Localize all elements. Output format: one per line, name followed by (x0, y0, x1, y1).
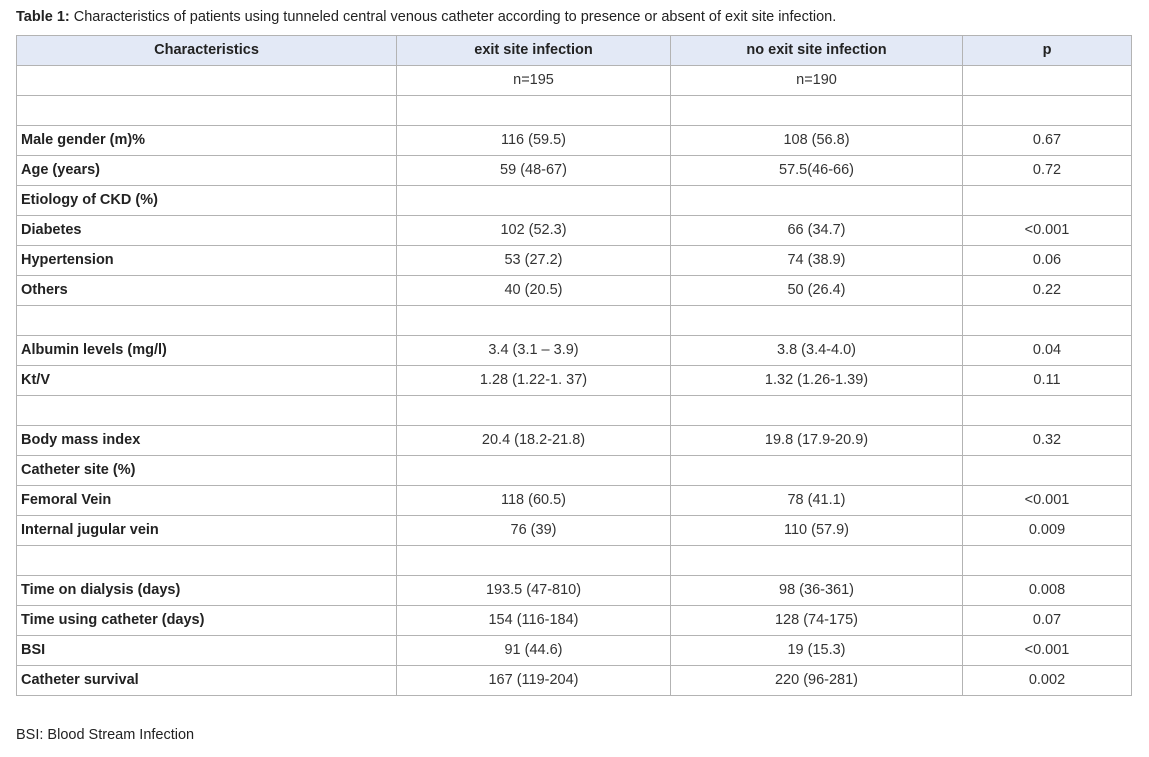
cell-characteristic (17, 96, 397, 126)
cell-exit-site-infection: 40 (20.5) (397, 276, 671, 306)
cell-p-value: 0.04 (963, 336, 1132, 366)
cell-characteristic: BSI (17, 636, 397, 666)
cell-characteristic: Catheter site (%) (17, 456, 397, 486)
cell-characteristic: Age (years) (17, 156, 397, 186)
table-row (17, 576, 1132, 606)
cell-characteristic: Others (17, 276, 397, 306)
table-row (17, 516, 1132, 546)
cell-p-value: <0.001 (963, 486, 1132, 516)
table-row (17, 456, 1132, 486)
cell-p-value: 0.22 (963, 276, 1132, 306)
cell-characteristic (17, 66, 397, 96)
table-body (17, 66, 1132, 696)
cell-exit-site-infection: 91 (44.6) (397, 636, 671, 666)
cell-p-value (963, 456, 1132, 486)
table-row (17, 606, 1132, 636)
cell-exit-site-infection: 154 (116-184) (397, 606, 671, 636)
cell-exit-site-infection: 116 (59.5) (397, 126, 671, 156)
cell-exit-site-infection: 102 (52.3) (397, 216, 671, 246)
cell-p-value: <0.001 (963, 636, 1132, 666)
cell-no-exit-site-infection: 1.32 (1.26-1.39) (671, 366, 963, 396)
table-row (17, 366, 1132, 396)
table-row (17, 396, 1132, 426)
table-row (17, 636, 1132, 666)
cell-p-value: 0.72 (963, 156, 1132, 186)
cell-p-value (963, 186, 1132, 216)
cell-exit-site-infection: 20.4 (18.2-21.8) (397, 426, 671, 456)
cell-p-value (963, 306, 1132, 336)
table-row (17, 486, 1132, 516)
cell-p-value: 0.32 (963, 426, 1132, 456)
table-row (17, 66, 1132, 96)
cell-exit-site-infection (397, 186, 671, 216)
cell-no-exit-site-infection: 66 (34.7) (671, 216, 963, 246)
table-row (17, 156, 1132, 186)
cell-exit-site-infection (397, 546, 671, 576)
table-caption-label: Table 1: (16, 9, 70, 25)
cell-no-exit-site-infection: 50 (26.4) (671, 276, 963, 306)
cell-no-exit-site-infection (671, 186, 963, 216)
header-no-exit-site-infection: no exit site infection (671, 36, 963, 66)
table-row (17, 216, 1132, 246)
cell-characteristic: Femoral Vein (17, 486, 397, 516)
table-row (17, 126, 1132, 156)
cell-no-exit-site-infection: 108 (56.8) (671, 126, 963, 156)
cell-no-exit-site-infection: 19.8 (17.9-20.9) (671, 426, 963, 456)
cell-exit-site-infection: 118 (60.5) (397, 486, 671, 516)
cell-no-exit-site-infection: 74 (38.9) (671, 246, 963, 276)
cell-no-exit-site-infection: 78 (41.1) (671, 486, 963, 516)
cell-characteristic (17, 306, 397, 336)
characteristics-table (16, 35, 1132, 696)
cell-no-exit-site-infection: n=190 (671, 66, 963, 96)
cell-characteristic (17, 396, 397, 426)
cell-exit-site-infection: 76 (39) (397, 516, 671, 546)
cell-p-value (963, 396, 1132, 426)
cell-exit-site-infection: 167 (119-204) (397, 666, 671, 696)
cell-characteristic: Internal jugular vein (17, 516, 397, 546)
table-row (17, 186, 1132, 216)
cell-exit-site-infection: n=195 (397, 66, 671, 96)
cell-no-exit-site-infection: 98 (36-361) (671, 576, 963, 606)
header-p-value: p (963, 36, 1132, 66)
table-row (17, 276, 1132, 306)
cell-p-value: <0.001 (963, 216, 1132, 246)
cell-p-value: 0.008 (963, 576, 1132, 606)
cell-no-exit-site-infection: 57.5(46-66) (671, 156, 963, 186)
cell-p-value (963, 66, 1132, 96)
table-row (17, 246, 1132, 276)
cell-characteristic: Albumin levels (mg/l) (17, 336, 397, 366)
cell-p-value: 0.009 (963, 516, 1132, 546)
cell-no-exit-site-infection (671, 546, 963, 576)
table-row (17, 546, 1132, 576)
cell-characteristic: Catheter survival (17, 666, 397, 696)
cell-no-exit-site-infection: 110 (57.9) (671, 516, 963, 546)
cell-exit-site-infection: 193.5 (47-810) (397, 576, 671, 606)
cell-characteristic: Body mass index (17, 426, 397, 456)
cell-characteristic: Time using catheter (days) (17, 606, 397, 636)
cell-exit-site-infection (397, 306, 671, 336)
cell-no-exit-site-infection: 19 (15.3) (671, 636, 963, 666)
cell-characteristic: Male gender (m)% (17, 126, 397, 156)
cell-no-exit-site-infection (671, 96, 963, 126)
table-footnote: BSI: Blood Stream Infection (16, 727, 195, 743)
table-header-row (17, 36, 1132, 66)
cell-characteristic: Diabetes (17, 216, 397, 246)
cell-no-exit-site-infection (671, 456, 963, 486)
cell-characteristic (17, 546, 397, 576)
cell-characteristic: Hypertension (17, 246, 397, 276)
cell-exit-site-infection: 59 (48-67) (397, 156, 671, 186)
cell-no-exit-site-infection (671, 306, 963, 336)
cell-exit-site-infection (397, 456, 671, 486)
cell-characteristic: Kt/V (17, 366, 397, 396)
cell-no-exit-site-infection: 220 (96-281) (671, 666, 963, 696)
cell-p-value: 0.06 (963, 246, 1132, 276)
cell-p-value (963, 96, 1132, 126)
cell-exit-site-infection: 3.4 (3.1 – 3.9) (397, 336, 671, 366)
cell-no-exit-site-infection: 3.8 (3.4-4.0) (671, 336, 963, 366)
cell-p-value: 0.002 (963, 666, 1132, 696)
table-row (17, 306, 1132, 336)
table-row (17, 96, 1132, 126)
cell-exit-site-infection (397, 396, 671, 426)
cell-no-exit-site-infection: 128 (74-175) (671, 606, 963, 636)
header-characteristics: Characteristics (17, 36, 397, 66)
cell-characteristic: Etiology of CKD (%) (17, 186, 397, 216)
header-exit-site-infection: exit site infection (397, 36, 671, 66)
table-caption-text: Characteristics of patients using tunneled central venous catheter according to presence or absent of exit site infection. (69, 9, 837, 25)
table-caption (16, 9, 836, 25)
cell-p-value: 0.11 (963, 366, 1132, 396)
cell-p-value (963, 546, 1132, 576)
cell-p-value: 0.07 (963, 606, 1132, 636)
cell-exit-site-infection: 53 (27.2) (397, 246, 671, 276)
table-row (17, 666, 1132, 696)
cell-p-value: 0.67 (963, 126, 1132, 156)
table-row (17, 426, 1132, 456)
cell-characteristic: Time on dialysis (days) (17, 576, 397, 606)
cell-no-exit-site-infection (671, 396, 963, 426)
cell-exit-site-infection: 1.28 (1.22-1. 37) (397, 366, 671, 396)
table-row (17, 336, 1132, 366)
cell-exit-site-infection (397, 96, 671, 126)
